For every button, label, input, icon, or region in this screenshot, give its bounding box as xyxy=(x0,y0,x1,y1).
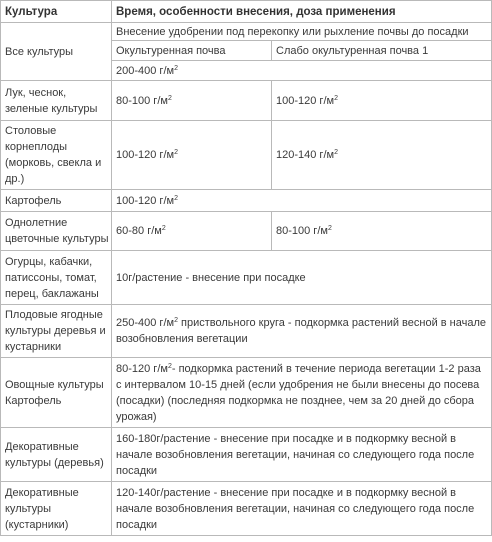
method-cell xyxy=(112,358,492,428)
dose-sup: 2 xyxy=(327,225,332,232)
dose-sup: 2 xyxy=(174,64,178,72)
table-row xyxy=(1,358,492,428)
header-crop: Культура xyxy=(1,1,112,23)
header-method: Время, особенности внесения, доза применения xyxy=(112,1,492,23)
dose-cell xyxy=(272,81,492,121)
dose-sup: 2 xyxy=(161,225,166,232)
crop-cell: Декоративные культуры (деревья) xyxy=(1,428,112,482)
crop-cell: Столовые корнеплоды (морковь, свекла и др.) xyxy=(1,121,112,190)
crop-cell: Плодовые ягодные культуры деревья и кустарники xyxy=(1,305,112,358)
dose-sup: 2 xyxy=(174,149,178,156)
table-header-row xyxy=(1,1,492,23)
crop-cell: Лук, чеснок, зеленые культуры xyxy=(1,81,112,121)
dose-sup: 2 xyxy=(174,317,178,324)
dose-text: 100-120 г/м xyxy=(116,194,175,207)
crop-cell: Все культуры xyxy=(1,23,112,81)
table-row xyxy=(1,23,492,41)
dose-sup: 2 xyxy=(167,362,172,370)
dose-sup: 2 xyxy=(334,149,338,156)
method-cell: 10г/растение - внесение при посадке xyxy=(112,251,492,305)
dose-cell xyxy=(272,121,492,190)
method-text: 250-400 г/м xyxy=(116,317,175,329)
dose-cell xyxy=(272,212,492,251)
dose-cell xyxy=(112,212,272,251)
soil-type-cell: Окультуренная почва xyxy=(112,41,272,61)
dose-text: 200-400 г/м xyxy=(116,64,175,77)
table-row xyxy=(1,428,492,482)
dose-text: 120-140 г/м xyxy=(276,149,335,161)
method-cell: Внесение удобрении под перекопку или рыхление почвы до посадки xyxy=(112,23,492,41)
dose-text: 80-100 г/м xyxy=(116,94,168,107)
crop-cell: Картофель xyxy=(1,190,112,212)
method-cell xyxy=(112,305,492,358)
crop-cell: Овощные культуры Картофель xyxy=(1,358,112,428)
method-text: - подкормка растений в течение периода вегетации 1-2 раза с интервалом 10-15 дней (если удобрения не были внесены до посева (посадки) (последняя подкормка не позднее, чем за 20 дней до сбора урожая) xyxy=(116,362,481,423)
dose-cell xyxy=(112,81,272,121)
crop-cell: Декоративные культуры (кустарники) xyxy=(1,482,112,536)
table-row xyxy=(1,190,492,212)
dose-cell xyxy=(112,121,272,190)
method-text: 80-120 г/м xyxy=(116,362,168,375)
table-row xyxy=(1,121,492,190)
table-row xyxy=(1,81,492,121)
method-cell: 120-140г/растение - внесение при посадке и в подкормку весной в начале возобновления вегетации, начиная со следующего года после посадки xyxy=(112,482,492,536)
table-row xyxy=(1,482,492,536)
soil-type-cell: Слабо окультуренная почва 1 xyxy=(272,41,492,61)
dose-text: 100-120 г/м xyxy=(116,149,175,161)
dose-text: 100-120 г/м xyxy=(276,94,335,107)
crop-cell: Однолетние цветочные культуры xyxy=(1,212,112,251)
table-row xyxy=(1,212,492,251)
dose-sup: 2 xyxy=(334,94,338,102)
crop-cell: Огурцы, кабачки, патиссоны, томат, перец, баклажаны xyxy=(1,251,112,305)
method-cell: 160-180г/растение - внесение при посадке и в подкормку весной в начале возобновления вегетации, начиная со следующего года после посадки xyxy=(112,428,492,482)
dose-sup: 2 xyxy=(174,194,178,202)
dose-text: 60-80 г/м xyxy=(116,225,162,237)
dose-text: 80-100 г/м xyxy=(276,225,328,237)
dose-cell xyxy=(112,61,492,81)
dose-sup: 2 xyxy=(167,94,172,102)
method-text: приствольного круга - подкормка растений весной в начале возобновления вегетации xyxy=(116,317,487,345)
table-row xyxy=(1,251,492,305)
table-row xyxy=(1,305,492,358)
dose-cell xyxy=(112,190,492,212)
